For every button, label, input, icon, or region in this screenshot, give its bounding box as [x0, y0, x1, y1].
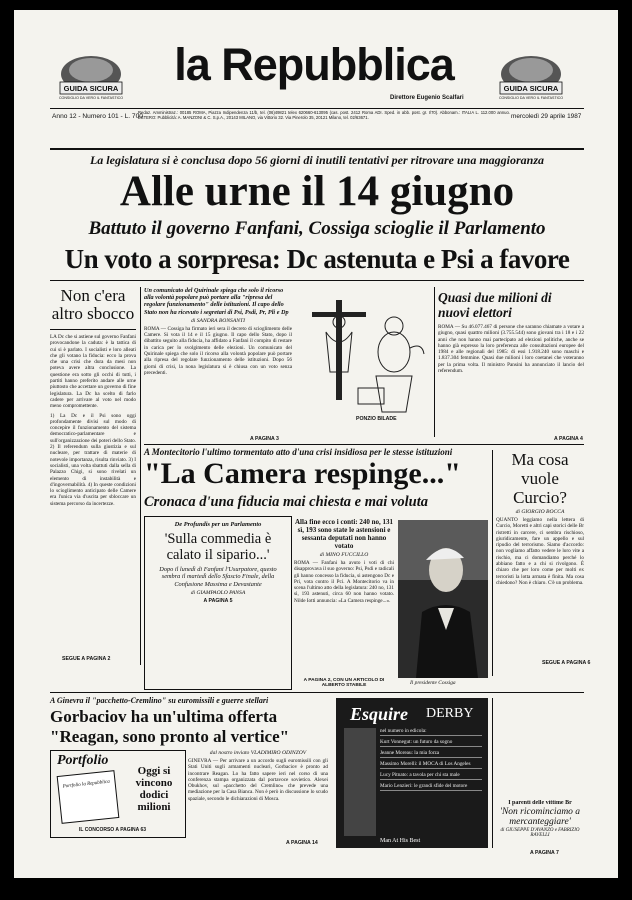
editorial-column — [50, 287, 136, 667]
ad-brand-2: DERBY — [426, 706, 474, 721]
pansa-title: 'Sulla commedia è calato il sipario...' — [164, 531, 272, 563]
bocca-title: Ma cosa vuole Curcio? — [511, 450, 569, 507]
electors-continue: A PAGINA 4 — [554, 436, 583, 442]
ravelli-title: 'Non ricominciamo a mercanteggiare' — [499, 807, 581, 827]
pansa-box — [144, 516, 292, 690]
bocca-article — [496, 450, 584, 656]
ad-item: Mario Lenzieri: le grandi sfide del motore — [380, 783, 482, 791]
ad-item: Lucy Pitnato: a tavola per chi sta male — [380, 772, 482, 780]
ravelli-kicker: I parenti delle vittime Br — [508, 800, 572, 806]
badge-left-subtitle: CONSIGLIO DA VERO IL FANTASTICO — [58, 96, 124, 100]
vote-count-continue: A PAGINA 2, CON UN ARTICOLO DI ALBERTO STABILE — [303, 678, 385, 688]
ravelli-byline: di GIUSEPPE D'AVANZO e FABRIZIO RAVELLI — [500, 828, 580, 838]
lead-headline: Alle urne il 14 giugno — [119, 168, 515, 215]
ad-brand: Esquire — [350, 704, 409, 724]
vote-count-title: Alla fine ecco i conti: 240 no, 131 sì, 193 sono state le astensioni e sessanta deputati non hanno votato — [295, 518, 393, 550]
gorbaciov-body: GINEVRA — Per arrivare a un accordo sugli euromissili con gli Stati Uniti sugli armamenti nucleari, Gorbaciov è pronto ad incontrare Reagan. Lo ha fatto sapere ieri nel corso di una conferenza stampa organizzata dal portavoce sovietico. Alexei Obukhov, sul «pacchetto del Cremlino» che prevede una mediazione per la Casa Bianca. Non è però in discussione lo scudo spaziale, secondo le dichiarazioni di Mosca. — [188, 758, 328, 802]
gorbaciov-continue: A PAGINA 14 — [286, 840, 318, 846]
electors-title: Quasi due milioni di nuovi elettori — [438, 290, 552, 320]
imprint-text: Redaz. Amministraz.: 00185 ROMA, Piazza Indipendenza 11/b, tel. (06)49821 telex 620660-613095 (cas. post. 2412 Roma ADI. Sped. in abb. post. gr. I/70). Abbonam.: ITALIA L. 112.000 annuo. ESTERO: Pubblicità: A. MANZONI & C. S.p.A., 20143 MILANO, via Vittorio 32. Via Pinerolo 35, 20121 Milano, tel. 02/63671. — [138, 110, 510, 121]
ad-tagline: Man At His Best — [380, 838, 421, 844]
ravelli-continue: A PAGINA 7 — [530, 850, 559, 856]
montecitorio-kicker: A Montecitorio l'ultimo tormentato atto d'una crisi insidiosa per le stesse istituzioni — [144, 447, 453, 457]
lead-subhead-2: Un voto a sorpresa: Dc astenuta e Psi a favore — [64, 244, 570, 274]
montecitorio-subhead: Cronaca d'una fiducia mai chiesta e mai voluta — [144, 494, 428, 510]
montecitorio-headline: "La Camera respinge..." — [144, 457, 461, 490]
electors-article — [438, 290, 584, 438]
editorial-continue: SEGUE A PAGINA 2 — [62, 656, 111, 662]
editorial-title: Non c'era altro sbocco — [51, 287, 135, 323]
cossiga-photo — [398, 520, 488, 678]
portfolio-title: Portfolio — [57, 753, 109, 768]
badge-right — [492, 48, 570, 108]
gorbaciov-kicker: A Ginevra il "pacchetto-Cremlino" su euromissili e guerre stellari — [50, 696, 269, 705]
ad-item: Jeanne Moreau: la mia forza — [380, 750, 482, 758]
badge-left-title: GUIDA SICURA — [63, 84, 119, 93]
vote-count-article — [294, 518, 394, 678]
cartoon-drawing — [296, 292, 432, 434]
editorial-body: LA Dc che si astiene sul governo Fanfani provocandone la caduta: è la tattica di cui si è parlato. I socialisti e loro alleati che gli votano la fiducia: ecco la prova che una crisi che dura da mesi non poteva avere altra conclusione. La questione era sotto gli occhi di tutti, i partiti hanno preferito andare alle urne piuttosto che accettare un governo di fine legislatura. La Dc ha scelto di farlo cadere per arrivare al voto nel modo meno compromettente. — [50, 334, 136, 410]
portfolio-continue: IL CONCORSO A PAGINA 63 — [79, 827, 147, 833]
issue-date: mercoledì 29 aprile 1987 — [511, 113, 582, 120]
portfolio-box — [50, 750, 186, 838]
portrait-image — [398, 520, 488, 678]
vote-count-byline: di MINO FUCCILLO — [319, 552, 369, 558]
badge-right-title: GUIDA SICURA — [503, 84, 559, 93]
gorbaciov-subhead: "Reagan, sono pronto al vertice" — [50, 727, 290, 746]
lead-kicker: La legislatura si è conclusa dopo 56 giorni di inutili tentativi per ritrovare una maggioranza — [89, 153, 545, 167]
communique-article — [144, 287, 292, 437]
ad-photo — [344, 728, 376, 836]
gorbaciov-byline: dal nostro inviato VLADIMIRO ODINZOV — [209, 750, 307, 756]
editorial-points: 1) La Dc e il Psi sono oggi profondamente divisi sul modo di concepire il funzionamento del sistema democratico-parlamentare e sull'organizzazione dei poteri dello Stato. 2) Il referendum sulla giustizia e sul nucleare, per trattare di materie di notevole importanza, risulta rinviato. 3) I socialisti, una volta sbattuti dalla sella di Palazzo Chigi, si sono rivelati un elemento di instabilità e d'ingovernabilità. 4) In queste condizioni lo scioglimento anticipato delle Camere era l'unica via d'uscita per sbloccare un sistema percorso da incertezze. — [50, 412, 136, 507]
bocca-body: QUANTO leggiamo nella lettera di Curcio, Moretti e altri capi storici delle Br ristretti in carcere, ci sembra rischioso, giuridicamente, fare un appello e sul ripudio del terrorismo. Siamo d'accordo: non vogliamo affatto vedere le loro vite a rischio, ma ci domandiamo perché lo abbiano fatto e a chi si rivolgono. È chiaro che per loro come per molti ex terroristi la lotta armata è finita. Ma cosa chiedono? Non è chiaro. C'è un problema. — [496, 517, 584, 586]
gorbaciov-headline: Gorbaciov ha un'ultima offerta — [50, 707, 278, 726]
ravelli-article — [496, 800, 584, 848]
pansa-kicker: De Profundis per un Parlamento — [174, 521, 262, 528]
issue-number: Anno 12 - Numero 101 - L. 700 — [52, 113, 143, 120]
vote-count-body: ROMA — Fanfani ha avuto i voti di chi disapprovava il suo governo: Psi, Psdi e radicali gli hanno concesso la fiducia, si astengono Dc e Pri, vota contro il Pci. A Montecitorio va in scena l'ultimo atto della legislatura: 240 no, 131 sì, 193 astenuti, circa 60 non hanno votato. Nilde Iotti annuncia: «La Camera respinge...». — [294, 560, 394, 604]
pansa-continue: A PAGINA 5 — [203, 598, 233, 605]
badge-right-subtitle: CONSIGLIO DA VERO IL FANTASTICO — [498, 96, 564, 100]
bocca-byline: di GIORGIO BOCCA — [515, 509, 565, 515]
communique-lead: Un comunicato del Quirinale spiega che solo il ricorso alla volontà popolare può portare alla "ripresa del regolare funzionamento" delle istituzioni. Il capo dello Stato non ha ricevuto i segretari di Psi, Psdi, Pr, Pli e Dp — [144, 287, 289, 316]
pansa-text: Dopo il lunedì di Fanfani l'Usurpatore, questo sembra il martedì dello Sfascio Finale, della Confusione Massima e Devastante — [159, 566, 277, 588]
electors-body: ROMA — Su 46.077.467 di persone che saranno chiamate a votare a giugno, quasi quattro milioni (3.755.544) sono giovani tra i 18 e i 22 anni che non hanno mai partecipato ad elezioni politiche, anche se hanno già espresso la loro preferenza alle consultazioni europee del 1984 e alle regionali del 1985: di essi 1.918.240 sono maschi e 1.837.304 femmine. Quasi due milioni i loro coetanei che voteranno per la prima volta. Il ministro Pansini ha annunciato il lancio del referendum. — [438, 324, 584, 375]
cartoon-caption: PONZIO BILADE — [356, 416, 397, 422]
lead-subhead: Battuto il governo Fanfani, Cossiga scioglie il Parlamento — [88, 218, 546, 239]
gorbaciov-article — [188, 750, 328, 840]
pansa-byline: di GIAMPAOLO PANSA — [190, 590, 246, 597]
bocca-continue: SEGUE A PAGINA 6 — [542, 660, 591, 666]
director-line: Direttore Eugenio Scalfari — [390, 95, 464, 101]
portfolio-offer: Oggi si vincono dodici milioni — [135, 765, 173, 813]
photo-caption: Il presidente Cossiga — [410, 680, 456, 686]
badge-left — [52, 48, 130, 108]
ad-item: Massimo Morelli: il MOCA di Los Angeles — [380, 761, 482, 769]
communique-continue: A PAGINA 3 — [250, 436, 279, 442]
portfolio-card — [57, 770, 120, 824]
ad-list — [380, 728, 482, 791]
masthead-title: la Repubblica — [174, 39, 454, 90]
front-page — [14, 10, 618, 878]
communique-byline: di SANDRA BONSANTI — [191, 317, 245, 324]
cartoon — [296, 292, 432, 434]
communique-body: ROMA — Cossiga ha firmato ieri sera il decreto di scioglimento delle Camere. Si vota il 14 e il 15 giugno. Il capo dello Stato, dopo il dibattito seguito alla fiducia, ha affidato a Fanfani il compito di restare in carica per lo svolgimento delle elezioni. Un comunicato del Quirinale spiega che solo il ricorso alla volontà popolare può portare alla ripresa del regolare funzionamento delle istituzioni. Dopo 56 giorni di crisi, la nona legislatura si è chiusa con un voto senza precedenti. — [144, 325, 292, 376]
portfolio-card-label: Portfolio la Repubblica — [62, 779, 111, 790]
ad-item: nel numero in edicola: — [380, 728, 482, 736]
esquire-ad — [336, 698, 488, 848]
ad-item: Kurt Vonnegut: un futuro da sogno — [380, 739, 482, 747]
